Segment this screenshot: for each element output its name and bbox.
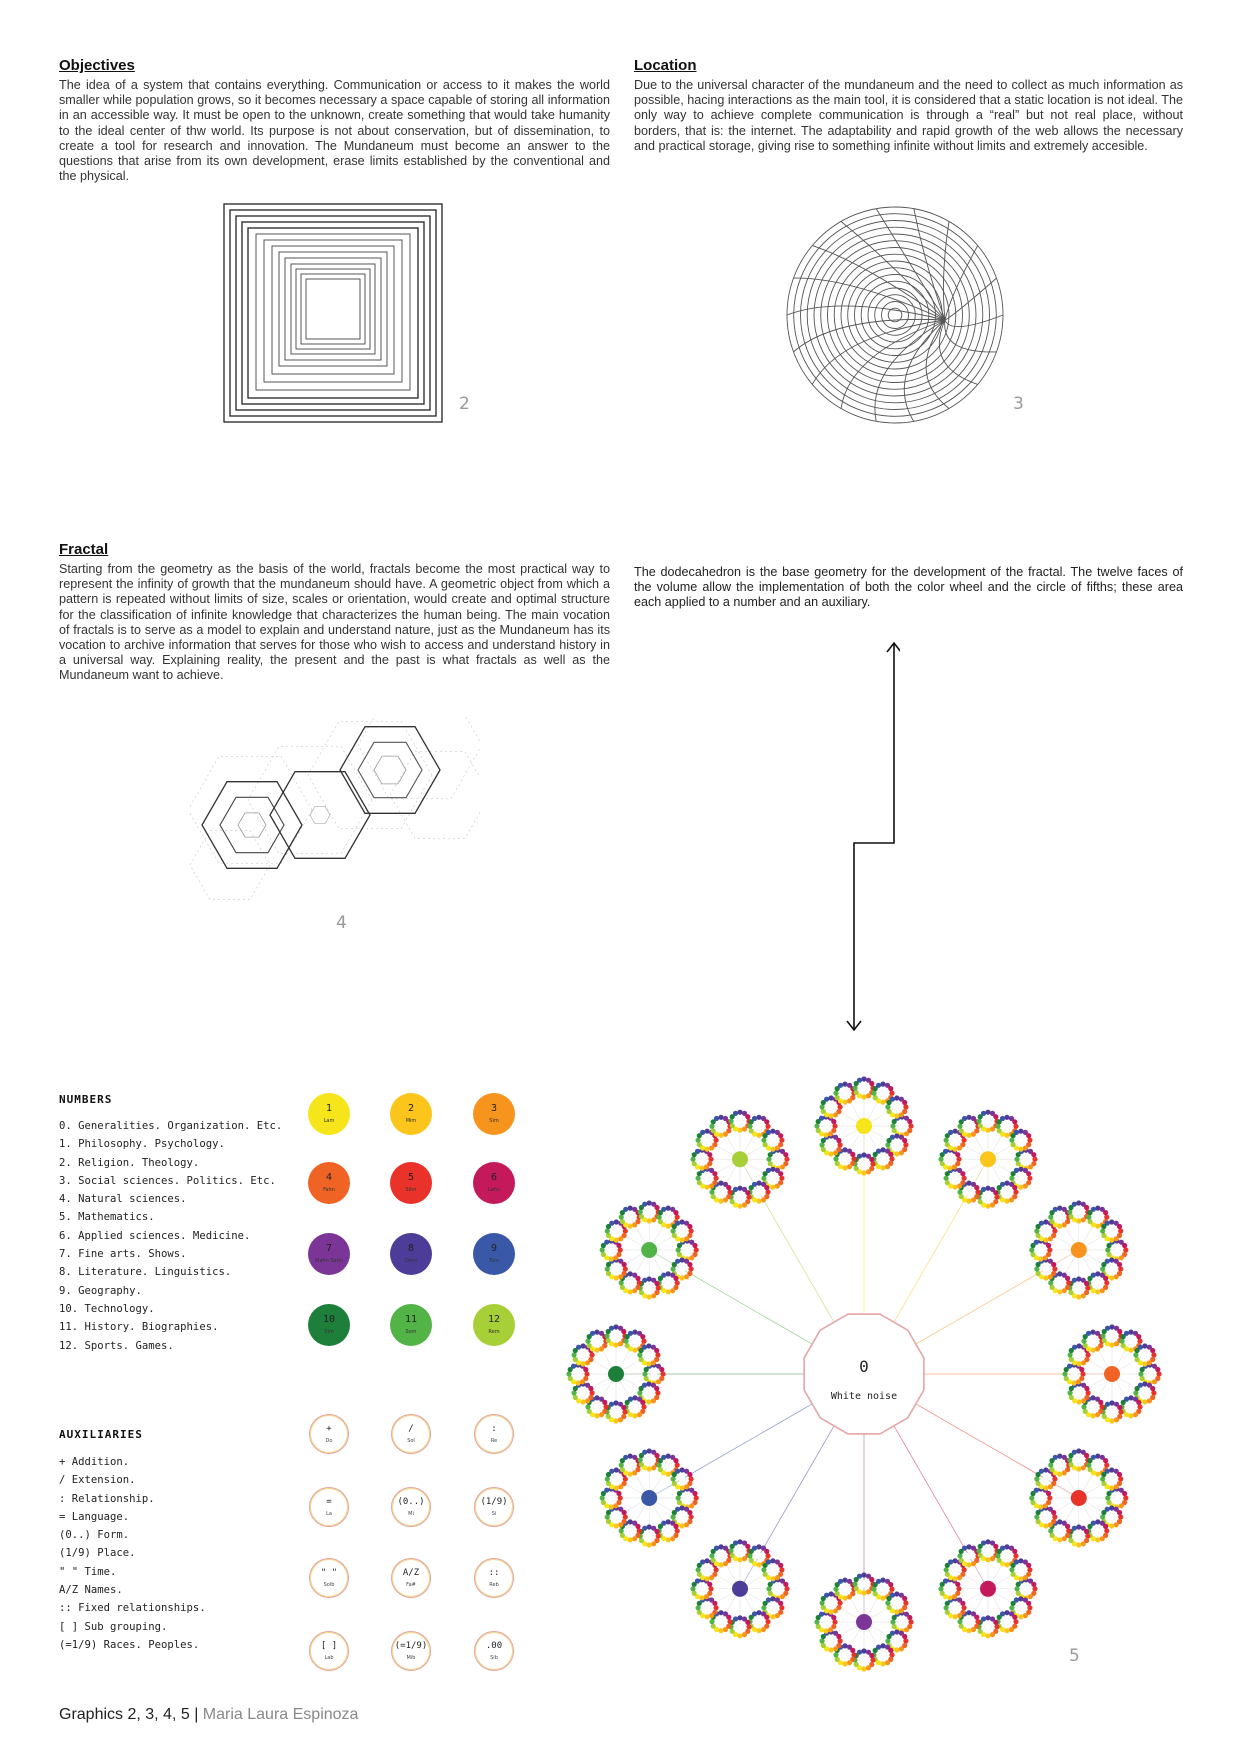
number-disc-6: 6 Lahn: [473, 1162, 515, 1204]
location-text: Due to the universal character of the mundaneum and the need to collect as much information as possible, hacing interactions as the main tool, it is considered that a static location is not ideal. The only way to achieve complete communication is through a “real” but not real place, without borders, that is: the internet. The adaptability and rapid growth of the web allows the necessary and practical storage, giving rise to something infinite without limits and extremely accesible.: [634, 78, 1183, 153]
connector-arrow: [840, 638, 900, 1038]
footer-author: Maria Laura Espinoza: [202, 1706, 359, 1723]
numbers-item: 8. Literature. Linguistics.: [59, 1266, 232, 1279]
auxiliaries-item: / Extension.: [59, 1474, 136, 1487]
number-disc-11: 11 Som: [390, 1304, 432, 1346]
polar-grid-figure: [784, 204, 1006, 426]
wheel-center: [804, 1314, 924, 1434]
wheel-center-label: White noise: [830, 1391, 898, 1402]
auxiliary-ring-addition: + Do: [309, 1414, 349, 1454]
figure-3-number: 3: [1013, 394, 1024, 414]
numbers-item: 3. Social sciences. Politics. Etc.: [59, 1174, 276, 1187]
auxiliaries-item: [ ] Sub grouping.: [59, 1620, 168, 1633]
auxiliary-ring-extension: / Sol: [391, 1414, 431, 1454]
auxiliary-ring-sub-grouping: [ ] Lab: [309, 1631, 349, 1671]
number-disc-5: 5 Sihn: [390, 1162, 432, 1204]
numbers-item: 2. Religion. Theology.: [59, 1156, 200, 1169]
objectives-text: The idea of a system that contains everything. Communication or access to it makes the world smaller while population grows, so it becomes necessary a space capable of storing all information in an accessible way. It must be open to the unknown, create something that would take humanity to the ideal center of thw world. Its purpose is not about conservation, but of dissemination, to create a tool for research and innovation. The Mundaneum must become an answer to the questions that arise from its own development, erase limits established by the conventional and the physical.: [59, 78, 610, 184]
footer-separator: |: [194, 1706, 199, 1723]
numbers-item: 5. Mathematics.: [59, 1211, 155, 1224]
auxiliary-ring-names: A/Z Fa#: [391, 1558, 431, 1598]
numbers-item: 6. Applied sciences. Medicine.: [59, 1229, 251, 1242]
number-disc-8: 8 Dom: [390, 1233, 432, 1275]
dodecahedron-text: The dodecahedron is the base geometry for the development of the fractal. The twelve faces of the volume allow the implementation of both the color wheel and the circle of fifths; these area each applied to a number and an auxiliary.: [634, 565, 1183, 610]
figure-5-number: 5: [1069, 1646, 1080, 1666]
number-disc-2: 2 Mim: [390, 1093, 432, 1135]
number-disc-9: 9 Tom: [473, 1233, 515, 1275]
number-disc-1: 1 Lam: [308, 1093, 350, 1135]
number-disc-3: 3 Sim: [473, 1093, 515, 1135]
numbers-item: 9. Geography.: [59, 1284, 142, 1297]
auxiliary-ring-races: (=1/9) Mib: [391, 1631, 431, 1671]
auxiliaries-list: [59, 1453, 206, 1654]
auxiliary-ring-fixed-relationships: :: Reb: [474, 1558, 514, 1598]
classification-wheel-figure: [548, 1058, 1188, 1692]
wheel-center-number: 0: [859, 1357, 869, 1376]
numbers-item: 10. Technology.: [59, 1302, 155, 1315]
auxiliaries-item: + Addition.: [59, 1456, 130, 1468]
numbers-item: 0. Generalities. Organization. Etc.: [59, 1120, 283, 1132]
number-disc-4: 4 Fahn: [308, 1162, 350, 1204]
numbers-list: [59, 1117, 282, 1355]
fractal-text: Starting from the geometry as the basis of the world, fractals become the most practical way to represent the infinity of growth that the mundaneum should have. A geometric object from which a pattern is repeated without limits of size, scales or orientation, would create and optimal structure for the classification of infinite knowledge that characterizes the human being. The main vocation of fractals is to serve as a model to explain and understand nature, just as the Mundaneum has its vocation to archive information that serves for those who wish to access and understand history in a universal way. Explaining reality, the present and the past is what fractals as well as the Mundaneum want to achieve.: [59, 562, 610, 683]
auxiliary-ring-relationship: : Re: [474, 1414, 514, 1454]
auxiliary-ring-form: (0..) Mi: [391, 1487, 431, 1527]
auxiliaries-heading: AUXILIARIES: [59, 1428, 143, 1441]
footer-caption: [59, 1706, 358, 1724]
auxiliaries-item: (1/9) Place.: [59, 1547, 136, 1560]
auxiliary-ring-decimal: .00 Sib: [474, 1631, 514, 1671]
number-disc-12: 12 Rem: [473, 1304, 515, 1346]
nested-squares-figure: [222, 202, 446, 424]
fractal-heading: Fractal: [59, 541, 109, 558]
number-disc-10: 10 Sim: [308, 1304, 350, 1346]
auxiliary-ring-place: (1/9) Si: [474, 1487, 514, 1527]
numbers-item: 4. Natural sciences.: [59, 1193, 187, 1206]
footer-title: Graphics 2, 3, 4, 5: [59, 1706, 190, 1723]
numbers-item: 12. Sports. Games.: [59, 1339, 174, 1352]
figure-4-number: 4: [336, 913, 347, 933]
auxiliaries-item: (=1/9) Races. Peoples.: [59, 1638, 200, 1651]
auxiliary-ring-language: = La: [309, 1487, 349, 1527]
auxiliary-ring-time: " " Solb: [309, 1558, 349, 1598]
figure-2-number: 2: [459, 394, 470, 414]
location-heading: Location: [634, 57, 697, 74]
numbers-item: 11. History. Biographies.: [59, 1321, 219, 1334]
auxiliaries-item: " " Time.: [59, 1565, 117, 1578]
numbers-item: 1. Philosophy. Psychology.: [59, 1138, 225, 1151]
auxiliaries-item: A/Z Names.: [59, 1584, 123, 1597]
auxiliaries-item: = Language.: [59, 1510, 130, 1523]
numbers-heading: NUMBERS: [59, 1093, 113, 1106]
numbers-item: 7. Fine arts. Shows.: [59, 1248, 187, 1261]
objectives-heading: Objectives: [59, 57, 135, 74]
auxiliaries-item: : Relationship.: [59, 1492, 155, 1505]
number-disc-7: 7 Mahn Sahn: [308, 1233, 350, 1275]
auxiliaries-item: (0..) Form.: [59, 1529, 130, 1542]
hexagon-fractal-figure: [190, 715, 480, 940]
auxiliaries-item: :: Fixed relationships.: [59, 1602, 206, 1615]
